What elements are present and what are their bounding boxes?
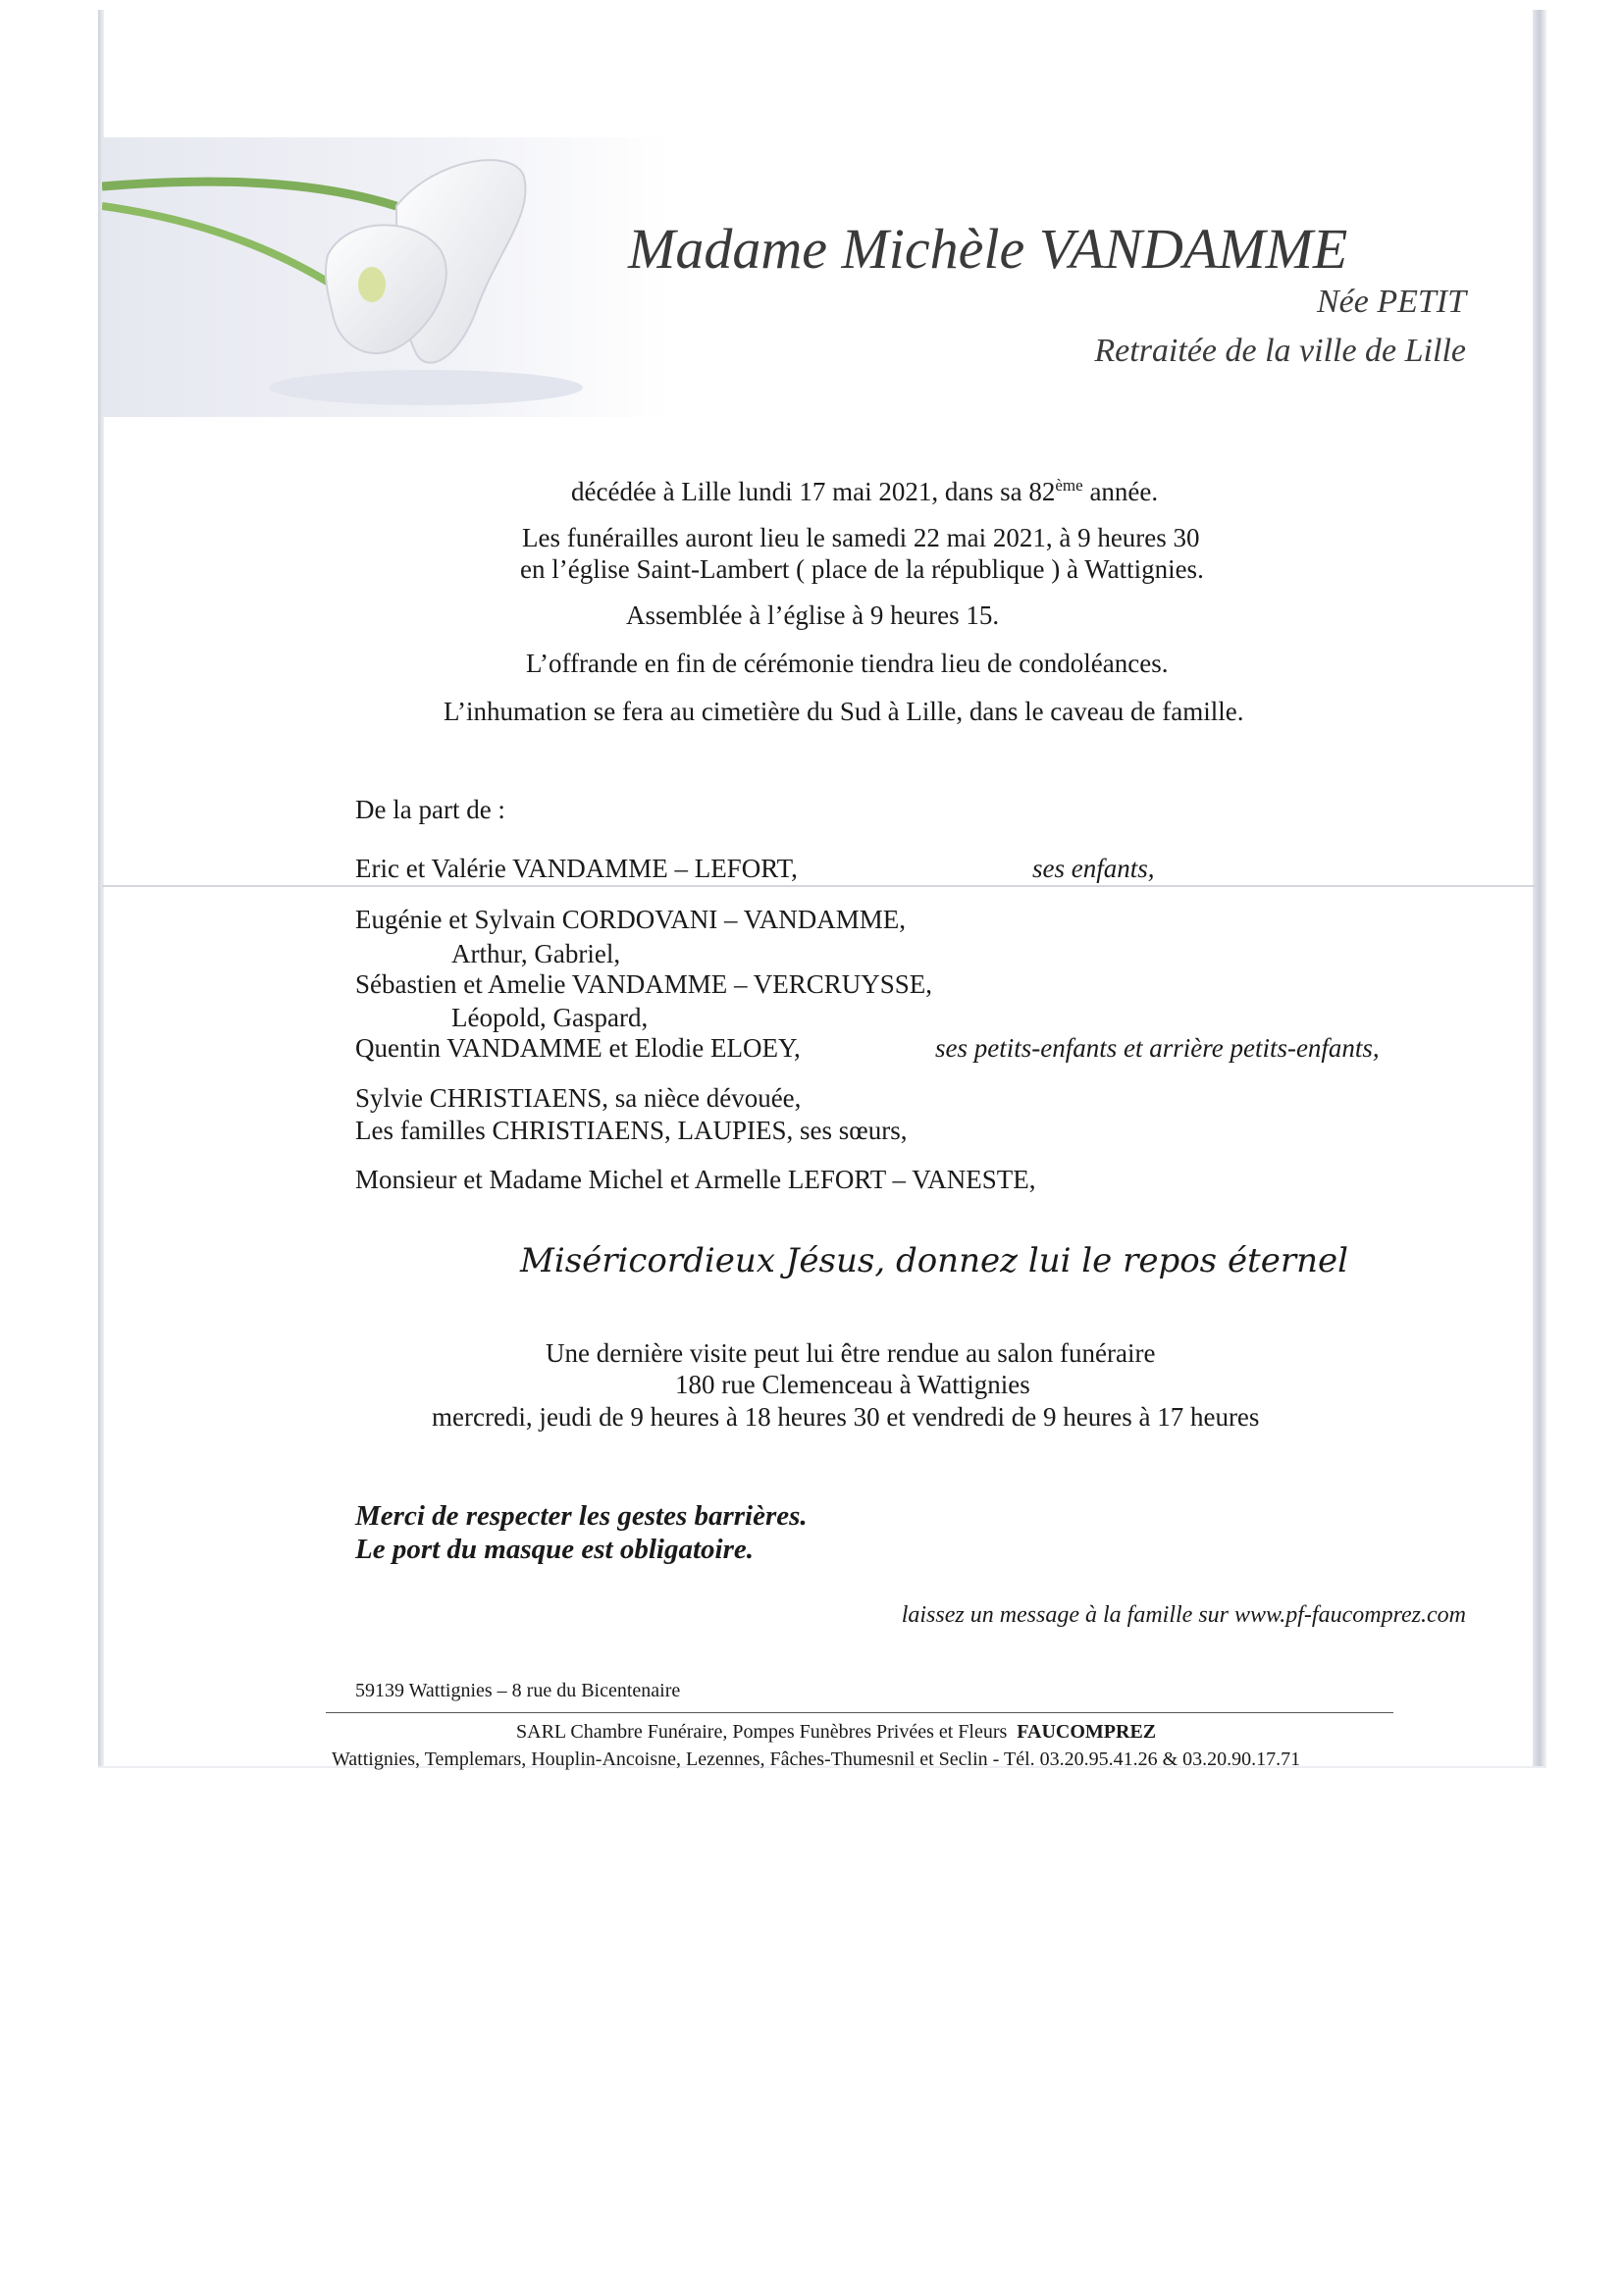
funeral-line-1: Les funérailles auront lieu le samedi 22 mai 2021, à 9 heures 30 bbox=[522, 523, 1200, 552]
family-grandchildren-arthur: Arthur, Gabriel, bbox=[451, 939, 621, 968]
visit-hours: mercredi, jeudi de 9 heures à 18 heures 30 et vendredi de 9 heures à 17 heures bbox=[432, 1402, 1260, 1432]
page-edge-right bbox=[1533, 10, 1546, 1766]
death-notice-text: décédée à Lille lundi 17 mai 2021, dans sa 82 bbox=[571, 477, 1056, 506]
burial-note: L’inhumation se fera au cimetière du Sud à Lille, dans le caveau de famille. bbox=[444, 697, 1244, 726]
family-christiaens: Les familles CHRISTIAENS, LAUPIES, ses sœurs, bbox=[355, 1116, 908, 1145]
deceased-name: Madame Michèle VANDAMME bbox=[628, 217, 1348, 281]
family-lefort: Monsieur et Madame Michel et Armelle LEFORT – VANESTE, bbox=[355, 1165, 1036, 1194]
page-fold-line bbox=[102, 885, 1537, 887]
company-description: SARL Chambre Funéraire, Pompes Funèbres Privées et Fleurs bbox=[516, 1721, 1008, 1743]
family-sylvie: Sylvie CHRISTIAENS, sa nièce dévouée, bbox=[355, 1083, 802, 1113]
footer-rule bbox=[326, 1712, 1393, 1713]
covid-line-1: Merci de respecter les gestes barrières. bbox=[355, 1500, 808, 1532]
family-children: Eric et Valérie VANDAMME – LEFORT, bbox=[355, 854, 798, 883]
occupation: Retraitée de la ville de Lille bbox=[1094, 333, 1466, 369]
company-name: FAUCOMPREZ bbox=[1017, 1721, 1157, 1743]
offering-note: L’offrande en fin de cérémonie tiendra lieu de condoléances. bbox=[526, 649, 1169, 678]
grandchildren-role: ses petits-enfants et arrière petits-enfants, bbox=[935, 1033, 1380, 1063]
maiden-name: Née PETIT bbox=[1316, 284, 1466, 320]
family-cordovani: Eugénie et Sylvain CORDOVANI – VANDAMME, bbox=[355, 905, 907, 934]
visit-address: 180 rue Clemenceau à Wattignies bbox=[675, 1370, 1030, 1399]
funeral-line-2: en l’église Saint-Lambert ( place de la république ) à Wattignies. bbox=[520, 554, 1204, 584]
company-locations: Wattignies, Templemars, Houplin-Ancoisne, Lezennes, Fâches-Thumesnil et Seclin - Tél. 03.20.95.41.26 & 03.20.90.17.71 bbox=[332, 1748, 1301, 1770]
covid-line-2: Le port du masque est obligatoire. bbox=[355, 1534, 754, 1565]
death-notice bbox=[571, 469, 1158, 508]
company-line bbox=[516, 1720, 1156, 1744]
prayer-line: Miséricordieux Jésus, donnez lui le repos éternel bbox=[520, 1241, 1348, 1280]
children-role: ses enfants, bbox=[1032, 854, 1155, 883]
funeral-home-address: 59139 Wattignies – 8 rue du Bicentenaire bbox=[355, 1680, 681, 1701]
family-grandchildren-leopold: Léopold, Gaspard, bbox=[451, 1003, 649, 1032]
visit-line-1: Une dernière visite peut lui être rendue au salon funéraire bbox=[546, 1338, 1156, 1368]
ordinal-suffix: ème bbox=[1055, 476, 1083, 495]
death-notice-end: année. bbox=[1082, 477, 1159, 506]
family-quentin: Quentin VANDAMME et Elodie ELOEY, bbox=[355, 1033, 801, 1063]
assembly-time: Assemblée à l’église à 9 heures 15. bbox=[626, 600, 1000, 630]
website-message: laissez un message à la famille sur www.pf-faucomprez.com bbox=[901, 1602, 1466, 1628]
family-intro: De la part de : bbox=[355, 795, 505, 824]
family-sebastien: Sébastien et Amelie VANDAMME – VERCRUYSSE, bbox=[355, 969, 933, 999]
calla-lily-image bbox=[102, 137, 671, 417]
